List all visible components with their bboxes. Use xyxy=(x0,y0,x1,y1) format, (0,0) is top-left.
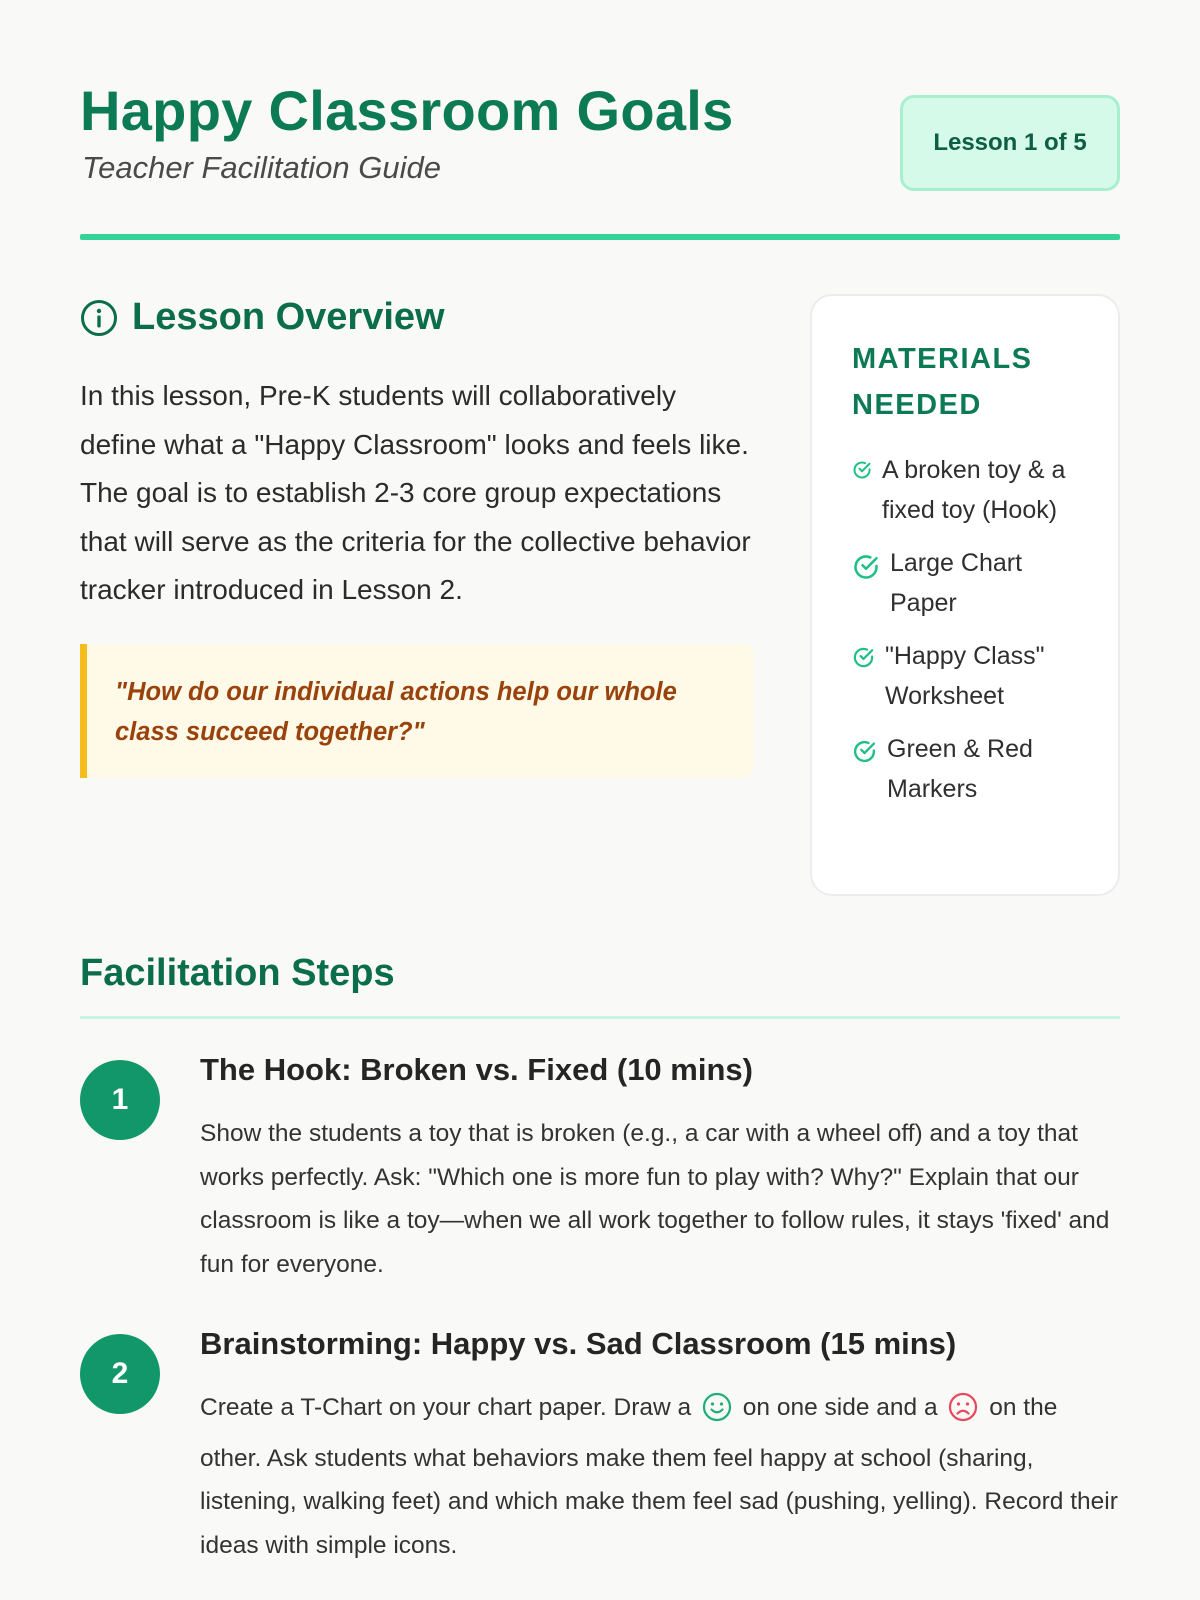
check-circle-icon xyxy=(852,553,880,586)
info-icon xyxy=(80,299,118,337)
check-circle-icon xyxy=(852,646,875,674)
step-text: on the other. Ask students what behaviors make them feel happy at school (sharing, listening, walking feet) and which make them feel sad (pushing, yelling). Record their ideas with simple icons. xyxy=(200,1394,1118,1559)
page-title: Happy Classroom Goals xyxy=(80,79,734,142)
facilitation-heading: Facilitation Steps xyxy=(80,952,395,994)
step-text: on one side and a xyxy=(735,1394,945,1421)
step-description: Show the students a toy that is broken (e.g., a car with a wheel off) and a toy that works perfectly. Ask: "Which one is more fun to play with? Why?" Explain that our classroom is like a toy—when we all work together to follow rules, it stays 'fixed' and fun for everyone. xyxy=(200,1120,1110,1278)
list-item xyxy=(852,636,1088,716)
material-label: Large Chart Paper xyxy=(890,549,1023,617)
overview-text: In this lesson, Pre-K students will collaboratively define what a "Happy Classroom" looks and feels like. The goal is to establish 2-3 core group expectations that will serve as the criteria for the collective behavior tracker introduced in Lesson 2. xyxy=(80,380,751,605)
check-circle-icon xyxy=(852,460,872,485)
material-label: "Happy Class" Worksheet xyxy=(885,642,1045,710)
step-title: The Hook: Broken vs. Fixed (10 mins) xyxy=(200,1052,753,1087)
page-subtitle: Teacher Facilitation Guide xyxy=(82,150,441,185)
smiley-face-icon xyxy=(702,1392,732,1437)
material-label: Green & Red Markers xyxy=(887,735,1033,803)
step-title: Brainstorming: Happy vs. Sad Classroom (15 mins) xyxy=(200,1326,957,1361)
step-number-badge: 2 xyxy=(80,1334,160,1414)
header-divider xyxy=(80,234,1120,240)
step-description xyxy=(200,1386,1125,1567)
list-item xyxy=(852,543,1088,623)
overview-heading: Lesson Overview xyxy=(132,296,445,338)
step-text: Create a T-Chart on your chart paper. Draw a xyxy=(200,1394,698,1421)
lesson-badge: Lesson 1 of 5 xyxy=(900,95,1120,191)
step-number-badge: 1 xyxy=(80,1060,160,1140)
essential-question-quote: "How do our individual actions help our whole class succeed together?" xyxy=(80,644,754,778)
materials-card xyxy=(810,294,1120,896)
list-item xyxy=(852,450,1088,530)
material-label: A broken toy & a fixed toy (Hook) xyxy=(882,456,1066,524)
overview-header xyxy=(80,296,445,339)
sad-face-icon xyxy=(948,1392,978,1437)
section-divider xyxy=(80,1016,1120,1019)
check-circle-icon xyxy=(852,739,877,769)
list-item xyxy=(852,729,1088,809)
materials-heading: MATERIALS NEEDED xyxy=(852,343,1033,421)
materials-list xyxy=(852,450,1088,809)
